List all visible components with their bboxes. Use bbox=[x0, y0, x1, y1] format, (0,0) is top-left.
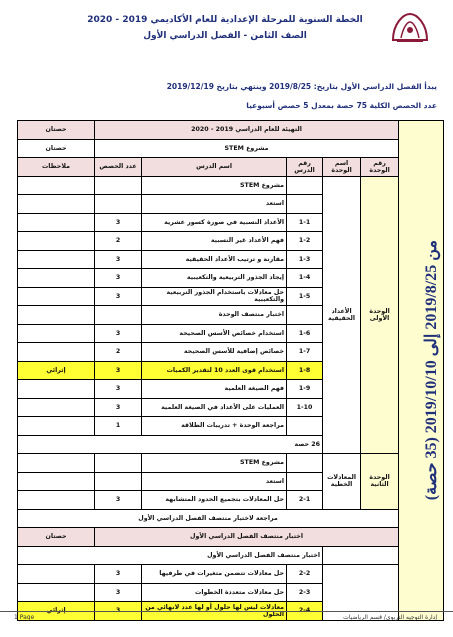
lesson-number: 1-9 bbox=[287, 380, 323, 399]
table-header-row bbox=[18, 158, 444, 177]
lesson-name: معادلات ليس لها حلول أو لها عدد لانهائي من الحلول bbox=[142, 602, 287, 621]
lesson-name: فهم الصيغة العلمية bbox=[142, 380, 287, 399]
orientation-count: حصتان bbox=[18, 121, 95, 140]
lesson-name: الأعداد النسبية في صورة كسور عشرية bbox=[142, 213, 287, 232]
stem-project-title: مشروع STEM bbox=[95, 139, 399, 158]
lesson-name: حل معادلات متعددة الخطوات bbox=[142, 583, 287, 602]
review-title: مراجعة لاختبار منتصف الفصل الدراسي الأول bbox=[18, 509, 399, 528]
lesson-number: 2-3 bbox=[287, 583, 323, 602]
midterm-title-row bbox=[18, 546, 444, 565]
lesson-notes bbox=[18, 250, 95, 269]
page-title: الخطة السنوية للمرحلة الإعدادية للعام الأكاديمي 2019 - 2020 bbox=[87, 15, 363, 25]
lesson-number bbox=[287, 417, 323, 436]
lesson-name: العمليات على الأعداد في الصيغة العلمية bbox=[142, 398, 287, 417]
lesson-notes bbox=[18, 491, 95, 510]
lesson-notes bbox=[18, 306, 95, 325]
lesson-name: حل المعادلات بتجميع الحدود المتشابهة bbox=[142, 491, 287, 510]
lesson-notes bbox=[18, 213, 95, 232]
lesson-notes bbox=[18, 380, 95, 399]
lesson-name: خصائص إضافية للأسس الصحيحة bbox=[142, 343, 287, 362]
lesson-name: استعد bbox=[142, 472, 287, 491]
lesson-number: 1-8 bbox=[287, 361, 323, 380]
lesson-number: 1-10 bbox=[287, 398, 323, 417]
session-count: 3 bbox=[95, 324, 142, 343]
lesson-notes bbox=[18, 232, 95, 251]
lesson-notes bbox=[18, 343, 95, 362]
unit-number: الوحدة الثانية bbox=[361, 454, 399, 510]
unit-name: الأعداد الحقيقية bbox=[323, 176, 361, 454]
col-lesson-no: رقم الدرس bbox=[287, 158, 323, 177]
lesson-name: استخدام خصائص الأسس الصحيحة bbox=[142, 324, 287, 343]
lesson-number bbox=[287, 176, 323, 195]
lesson-notes bbox=[18, 195, 95, 214]
page-subtitle: الصف الثامن - الفصل الدراسي الأول bbox=[143, 31, 307, 41]
session-count: 3 bbox=[95, 398, 142, 417]
table-row bbox=[18, 565, 444, 584]
lesson-number bbox=[287, 454, 323, 473]
lesson-number: 1-7 bbox=[287, 343, 323, 362]
lesson-notes: إثرائي bbox=[18, 361, 95, 380]
annual-plan-table bbox=[17, 120, 444, 621]
session-count: 3 bbox=[95, 602, 142, 621]
session-count bbox=[95, 454, 142, 473]
footer-department: إدارة التوجيه التربوي/ قسم الرياضيات bbox=[343, 614, 437, 621]
ministry-logo-icon bbox=[389, 10, 431, 44]
lesson-number bbox=[287, 306, 323, 325]
session-count: 3 bbox=[95, 491, 142, 510]
lesson-number bbox=[287, 195, 323, 214]
lesson-notes bbox=[18, 472, 95, 491]
lesson-name: اختبار منتصف الوحدة bbox=[142, 306, 287, 325]
session-count: 2 bbox=[95, 343, 142, 362]
blank-unit bbox=[323, 546, 399, 565]
session-count: 3 bbox=[95, 583, 142, 602]
lesson-name: استخدام قوى العدد 10 لتقدير الكميات bbox=[142, 361, 287, 380]
lesson-number: 2-4 bbox=[287, 602, 323, 621]
side-date-range: من 2019/8/25 إلى 2019/10/10 (35 حصة) bbox=[399, 121, 444, 621]
lesson-number: 1-6 bbox=[287, 324, 323, 343]
table-row bbox=[18, 176, 444, 195]
session-count: 3 bbox=[95, 565, 142, 584]
unit-total: 26 حصة bbox=[18, 435, 323, 454]
term-dates: يبدأ الفصل الدراسي الأول بتاريخ: 2019/8/25 وينتهي بتاريخ 2019/12/19 bbox=[166, 82, 437, 91]
lesson-number: 1-1 bbox=[287, 213, 323, 232]
footer-rule bbox=[0, 611, 453, 612]
session-count: 3 bbox=[95, 250, 142, 269]
col-unit-no: رقم الوحدة bbox=[361, 158, 399, 177]
lesson-notes bbox=[18, 287, 95, 306]
session-count bbox=[95, 306, 142, 325]
col-lesson-name: اسم الدرس bbox=[142, 158, 287, 177]
lesson-name: مشروع STEM bbox=[142, 454, 287, 473]
lesson-number: 1-2 bbox=[287, 232, 323, 251]
midterm-title: اختبار منتصف الفصل الدراسي الأول bbox=[95, 528, 399, 547]
orientation-title: التهيئة للعام الدراسي 2019 - 2020 bbox=[95, 121, 399, 140]
lesson-notes bbox=[18, 565, 95, 584]
session-count: 1 bbox=[95, 417, 142, 436]
col-sessions: عدد الحصص bbox=[95, 158, 142, 177]
session-count: 3 bbox=[95, 287, 142, 306]
unit-number: الوحدة الأولى bbox=[361, 176, 399, 454]
midterm-count: حصتان bbox=[18, 528, 95, 547]
lesson-notes bbox=[18, 583, 95, 602]
midterm-row bbox=[18, 528, 444, 547]
lesson-number bbox=[287, 472, 323, 491]
lesson-notes: إثرائي bbox=[18, 602, 95, 621]
lesson-number: 1-4 bbox=[287, 269, 323, 288]
lesson-name: مراجعة الوحدة + تدريبات الطلاقة bbox=[142, 417, 287, 436]
col-unit-name: اسم الوحدة bbox=[323, 158, 361, 177]
session-count: 3 bbox=[95, 269, 142, 288]
total-sessions: عدد الحصص الكلية 75 حصة بمعدل 5 حصص أسبوعيا bbox=[246, 101, 437, 110]
lesson-notes bbox=[18, 324, 95, 343]
lesson-number: 2-2 bbox=[287, 565, 323, 584]
unit-name: المعادلات الخطية bbox=[323, 454, 361, 510]
session-count: 3 bbox=[95, 380, 142, 399]
table-row bbox=[18, 139, 444, 158]
lesson-name: مقارنة و ترتيب الأعداد الحقيقية bbox=[142, 250, 287, 269]
table-row bbox=[18, 454, 444, 473]
lesson-notes bbox=[18, 176, 95, 195]
lesson-name: حل معادلات تتضمن متغيرات في طرفيها bbox=[142, 565, 287, 584]
stem-project-count: حصتان bbox=[18, 139, 95, 158]
lesson-name: إيجاد الجذور التربيعية والتكعيبية bbox=[142, 269, 287, 288]
session-count: 3 bbox=[95, 213, 142, 232]
page-number: 1 Page bbox=[14, 614, 35, 621]
lesson-name: استعد bbox=[142, 195, 287, 214]
lesson-name: مشروع STEM bbox=[142, 176, 287, 195]
table-row bbox=[18, 121, 444, 140]
lesson-name: حل معادلات باستخدام الجذور التربيعية والتكعيبية bbox=[142, 287, 287, 306]
session-count: 3 bbox=[95, 361, 142, 380]
col-notes: ملاحظات bbox=[18, 158, 95, 177]
session-count bbox=[95, 195, 142, 214]
lesson-notes bbox=[18, 398, 95, 417]
lesson-name: فهم الأعداد غير النسبية bbox=[142, 232, 287, 251]
lesson-notes bbox=[18, 417, 95, 436]
session-count bbox=[95, 176, 142, 195]
review-row bbox=[18, 509, 444, 528]
lesson-number: 1-5 bbox=[287, 287, 323, 306]
lesson-number: 1-3 bbox=[287, 250, 323, 269]
lesson-notes bbox=[18, 454, 95, 473]
session-count bbox=[95, 472, 142, 491]
session-count: 2 bbox=[95, 232, 142, 251]
lesson-notes bbox=[18, 269, 95, 288]
lesson-number: 2-1 bbox=[287, 491, 323, 510]
midterm-subtitle: اختبار منتصف الفصل الدراسي الأول bbox=[18, 546, 323, 565]
